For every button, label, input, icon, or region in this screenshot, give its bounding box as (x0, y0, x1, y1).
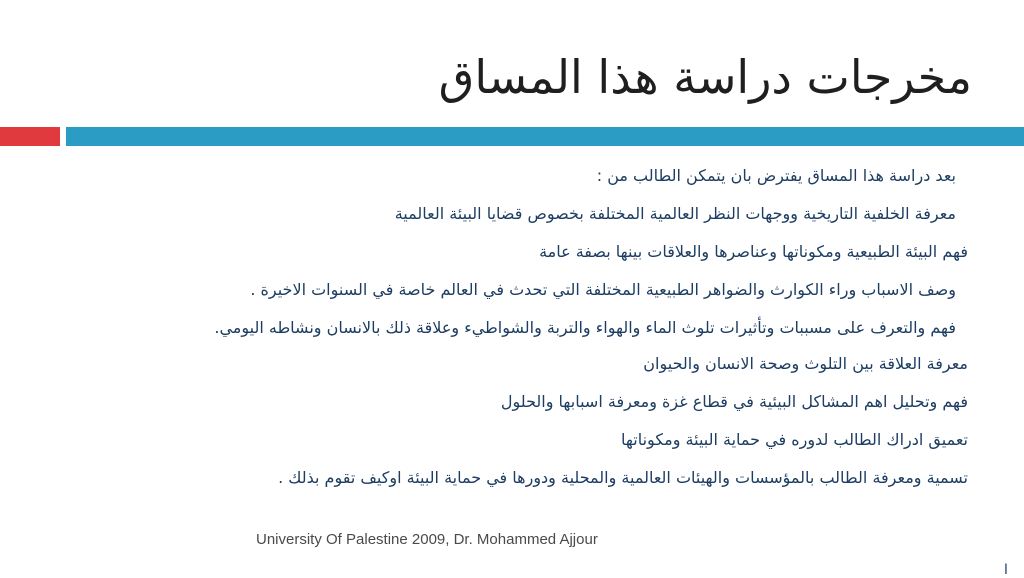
list-item: تسمية ومعرفة الطالب بالمؤسسات والهيئات العالمية والمحلية ودورها في حماية البيئة اوكيف تقوم بذلك . (278, 468, 968, 487)
footer-text: University Of Palestine 2009, Dr. Mohammed Ajjour (256, 531, 598, 548)
list-item: فهم البيئة الطبيعية ومكوناتها وعناصرها والعلاقات بينها بصفة عامة (539, 242, 968, 261)
list-item: فهم والتعرف على مسببات وتأثيرات تلوث الماء والهواء والتربة والشواطيء وعلاقة ذلك بالانسان ونشاطه اليومي. (214, 318, 956, 337)
list-item: معرفة العلاقة بين التلوث وصحة الانسان والحيوان (643, 354, 968, 373)
slide-title: مخرجات دراسة هذا المساق (438, 50, 972, 104)
accent-bar-red (0, 127, 60, 146)
intro-line: بعد دراسة هذا المساق يفترض بان يتمكن الطالب من : (596, 166, 956, 185)
stray-character: ا (1004, 562, 1008, 578)
bullet-list (60, 157, 968, 497)
accent-bar-teal (66, 127, 1024, 146)
list-item: وصف الاسباب وراء الكوارث والضواهر الطبيعية المختلفة التي تحدث في العالم خاصة في السنوات الاخيرة . (250, 280, 956, 299)
list-item: تعميق ادراك الطالب لدوره في حماية البيئة ومكوناتها (621, 430, 968, 449)
list-item: معرفة الخلفية التاريخية ووجهات النظر العالمية المختلفة بخصوص قضايا البيئة العالمية (394, 204, 956, 223)
list-item: فهم وتحليل اهم المشاكل البيئية في قطاع غزة ومعرفة اسبابها والحلول (500, 392, 968, 411)
